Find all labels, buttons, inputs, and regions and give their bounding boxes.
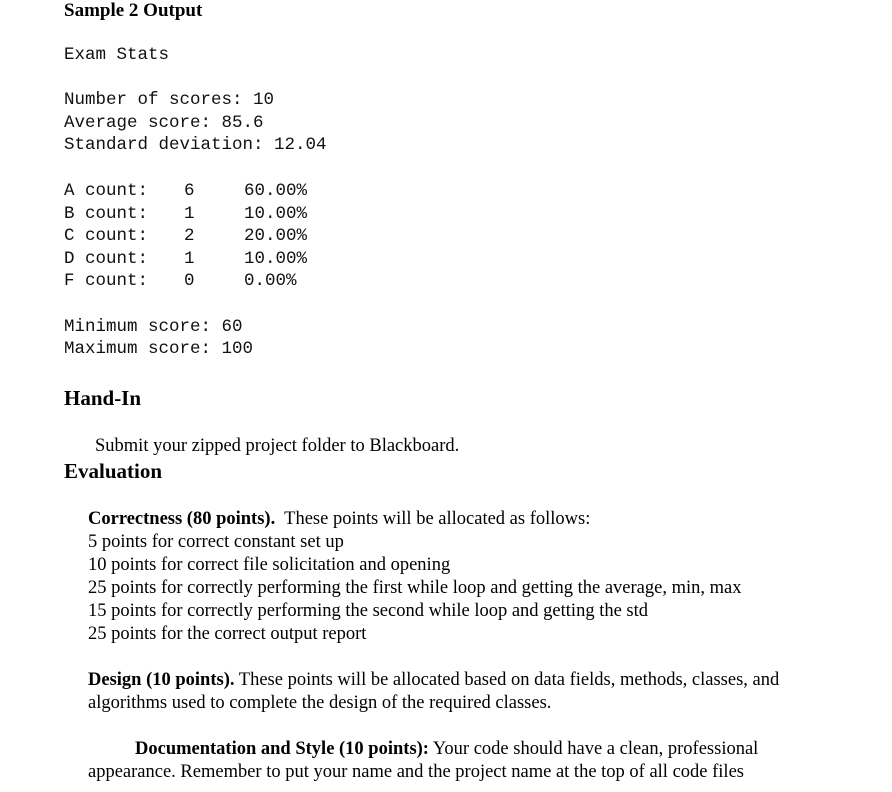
design-line-1 [88,669,779,692]
documentation-text-line-2: appearance. Remember to put your name and the project name at the top of all code files [88,762,744,782]
correctness-intro-line [88,508,741,531]
correctness-item: 25 points for correctly performing the first while loop and getting the average, min, max [88,578,742,598]
correctness-item: 15 points for correctly performing the second while loop and getting the std [88,601,649,621]
maximum-score: Maximum score: 100 [64,339,254,359]
evaluation-heading: Evaluation [64,459,163,483]
grade-row [64,181,307,204]
grade-percent: 10.00% [244,248,308,269]
number-of-scores: Number of scores: 10 [64,90,275,110]
grade-count: 0 [184,271,195,291]
documentation-section [88,738,758,784]
grade-count: 2 [184,226,195,246]
grade-percent: 10.00% [244,203,308,224]
grade-row [64,271,307,294]
grade-row [64,249,307,272]
correctness-section [88,508,741,646]
grade-percent: 0.00% [244,271,297,291]
correctness-label: Correctness (80 points). [88,509,276,529]
output-title: Exam Stats [64,45,170,65]
average-score: Average score: 85.6 [64,113,264,133]
correctness-item: 5 points for correct constant set up [88,532,344,552]
minimum-score: Minimum score: 60 [64,317,243,337]
grade-count-table [64,181,307,294]
design-section [88,669,779,715]
grade-label: B count: [64,203,149,224]
documentation-label: Documentation and Style (10 points): [135,739,429,759]
grade-label: C count: [64,226,149,246]
correctness-item: 10 points for correct file solicitation and opening [88,555,451,575]
grade-label: D count: [64,248,149,269]
grade-label: F count: [64,271,149,291]
design-label: Design (10 points). [88,670,235,690]
grade-percent: 20.00% [244,226,308,246]
sample-heading: Sample 2 Output [64,0,203,21]
design-text: These points will be allocated based on data fields, methods, classes, and [238,670,780,690]
grade-count: 1 [184,248,195,269]
grade-count: 6 [184,181,195,201]
grade-row [64,226,307,249]
correctness-intro: These points will be allocated as follows: [284,509,591,529]
grade-row [64,204,307,227]
standard-deviation: Standard deviation: 12.04 [64,135,327,155]
hand-in-heading: Hand-In [64,386,142,410]
documentation-text: Your code should have a clean, professional [432,739,759,759]
hand-in-text: Submit your zipped project folder to Blackboard. [95,436,460,456]
grade-percent: 60.00% [244,181,308,201]
grade-count: 1 [184,203,195,224]
documentation-line-1 [88,738,758,761]
design-text-line-2: algorithms used to complete the design of the required classes. [88,693,552,713]
grade-label: A count: [64,181,149,201]
correctness-item: 25 points for the correct output report [88,624,367,644]
